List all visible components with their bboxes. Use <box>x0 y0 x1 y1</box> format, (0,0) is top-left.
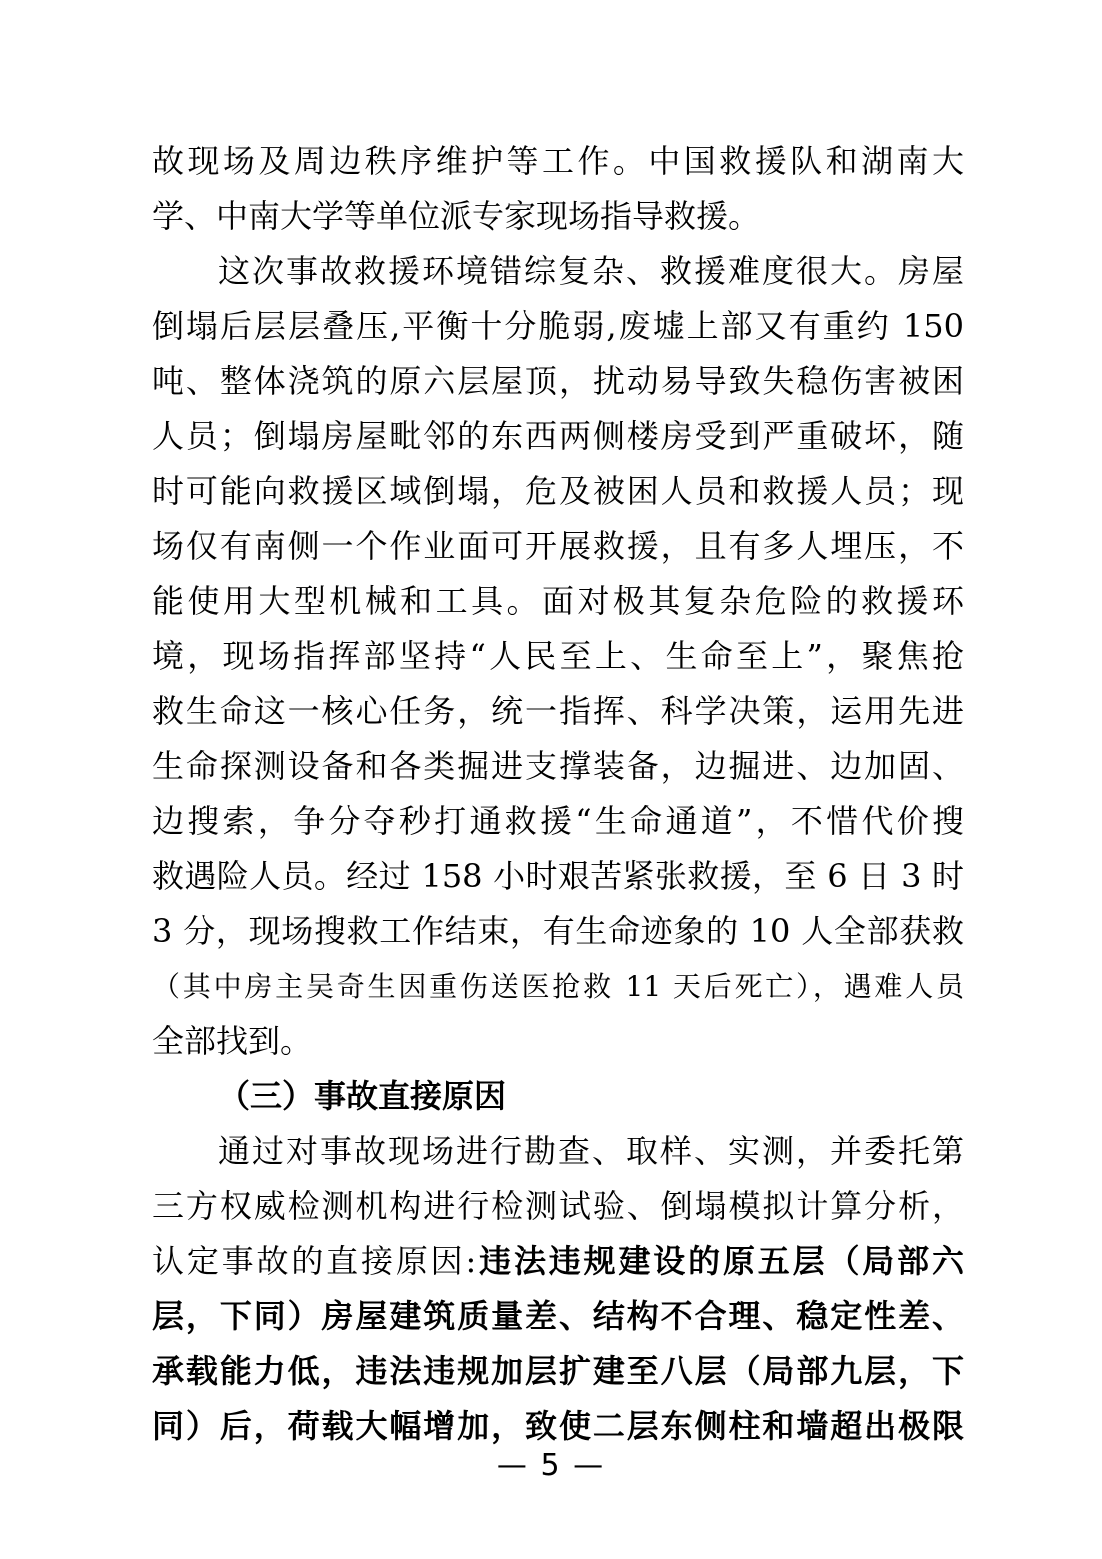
text-line <box>152 464 964 519</box>
text-line <box>152 354 964 409</box>
text-segment: （三）事故直接原因 <box>218 1077 507 1115</box>
text-segment: 人员；倒塌房屋毗邻的东西两侧楼房受到严重破坏，随 <box>152 417 964 455</box>
text-segment: 境，现场指挥部坚持“人民至上、生命至上”，聚焦抢 <box>152 637 964 675</box>
text-line <box>152 134 964 189</box>
bold-text-segment: 承载能力低，违法违规加层扩建至八层（局部九层，下 <box>152 1352 964 1390</box>
text-segment: 能使用大型机械和工具。面对极其复杂危险的救援环 <box>152 582 964 620</box>
text-line <box>152 1014 964 1069</box>
text-line <box>152 1179 964 1234</box>
text-segment: 吨、整体浇筑的原六层屋顶，扰动易导致失稳伤害被困 <box>152 362 964 400</box>
text-segment: 通过对事故现场进行勘查、取样、实测，并委托第 <box>218 1132 964 1170</box>
text-line <box>152 519 964 574</box>
text-line <box>152 959 964 1014</box>
text-segment: 故现场及周边秩序维护等工作。中国救援队和湖南大 <box>152 142 964 180</box>
text-segment: 救生命这一核心任务，统一指挥、科学决策，运用先进 <box>152 692 964 730</box>
text-line <box>152 794 964 849</box>
text-line <box>152 299 964 354</box>
text-line <box>152 629 964 684</box>
bold-text-segment: 层，下同）房屋建筑质量差、结构不合理、稳定性差、 <box>152 1297 964 1335</box>
text-segment: 全部找到。 <box>152 1022 313 1060</box>
bold-text-segment: 违法违规建设的原五层（局部六 <box>476 1242 964 1280</box>
text-segment: 学、中南大学等单位派专家现场指导救援。 <box>152 197 761 235</box>
text-line <box>152 684 964 739</box>
bold-text-segment: 同）后，荷载大幅增加，致使二层东侧柱和墙超出极限 <box>152 1407 964 1445</box>
section-heading <box>152 1069 964 1124</box>
text-line <box>152 244 964 299</box>
text-line <box>152 1234 964 1289</box>
text-segment: 场仅有南侧一个作业面可开展救援，且有多人埋压，不 <box>152 527 964 565</box>
text-segment: 时可能向救援区域倒塌，危及被困人员和救援人员；现 <box>152 472 964 510</box>
text-segment: （其中房主吴奇生因重伤送医抢救 11 天后死亡），遇难人员 <box>152 970 964 1003</box>
text-line <box>152 849 964 904</box>
text-line <box>152 409 964 464</box>
text-segment: 三方权威检测机构进行检测试验、倒塌模拟计算分析， <box>152 1187 964 1225</box>
text-segment: 认定事故的直接原因: <box>152 1242 477 1280</box>
text-segment: 3 分，现场搜救工作结束，有生命迹象的 10 人全部获救 <box>152 912 964 950</box>
text-line <box>152 904 964 959</box>
text-segment: 边搜索，争分夺秒打通救援“生命通道”，不惜代价搜 <box>152 802 964 840</box>
text-segment: 这次事故救援环境错综复杂、救援难度很大。房屋 <box>218 252 964 290</box>
text-segment: 倒塌后层层叠压,平衡十分脆弱,废墟上部又有重约 150 <box>152 307 964 345</box>
text-line <box>152 739 964 794</box>
text-line <box>152 189 964 244</box>
text-segment: 救遇险人员。经过 158 小时艰苦紧张救援，至 6 日 3 时 <box>152 857 964 895</box>
text-line <box>152 1344 964 1399</box>
text-line <box>152 1124 964 1179</box>
page-footer <box>0 1442 1102 1490</box>
page-number: — 5 — <box>496 1448 606 1483</box>
text-line <box>152 1289 964 1344</box>
body-text <box>152 134 964 1454</box>
text-segment: 生命探测设备和各类掘进支撑装备，边掘进、边加固、 <box>152 747 964 785</box>
text-line <box>152 574 964 629</box>
